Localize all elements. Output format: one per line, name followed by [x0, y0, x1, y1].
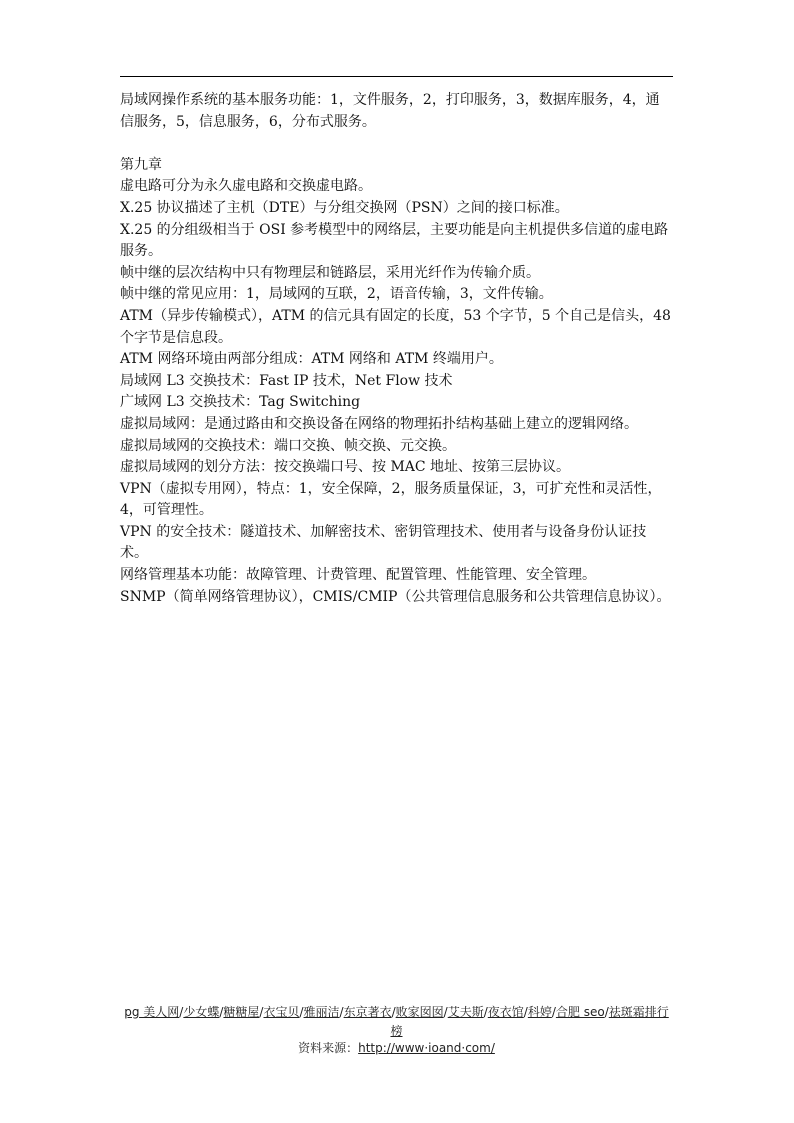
paragraph: 帧中继的层次结构中只有物理层和链路层，采用光纤作为传输介质。 [120, 264, 540, 281]
source-line [120, 1039, 673, 1057]
document-body [120, 90, 673, 608]
paragraph: VPN（虚拟专用网），特点：1，安全保障，2，服务质量保证，3，可扩充性和灵活性，4，可管理性。 [120, 480, 662, 519]
paragraph: 虚拟局域网的划分方法：按交换端口号、按 MAC 地址、按第三层协议。 [120, 459, 571, 476]
paragraph: X.25 的分组级相当于 OSI 参考模型中的网络层，主要功能是向主机提供多信道的虚电路服务。 [120, 221, 669, 260]
link-separator: / [551, 1005, 556, 1019]
paragraph: ATM 网络环境由两部分组成：ATM 网络和 ATM 终端用户。 [120, 351, 503, 368]
paragraph: 局域网操作系统的基本服务功能：1，文件服务，2，打印服务，3，数据库服务，4，通信服务，5，信息服务，6，分布式服务。 [120, 92, 660, 130]
footer-link[interactable]: 夜衣馆 [487, 1005, 524, 1019]
footer-link[interactable]: 衣宝贝 [263, 1005, 300, 1019]
link-separator: / [179, 1005, 184, 1019]
link-separator: / [299, 1005, 304, 1019]
footer-link[interactable]: 少女蝶 [183, 1005, 220, 1019]
paragraph: SNMP（简单网络管理协议），CMIS/CMIP（公共管理信息服务和公共管理信息协议）。 [120, 588, 671, 605]
footer-link[interactable]: pg 美人网 [124, 1005, 180, 1019]
link-separator: / [339, 1005, 344, 1019]
footer-link[interactable]: 祛斑霜排行榜 [390, 1005, 669, 1038]
footer-link[interactable]: 科婷 [527, 1005, 552, 1019]
paragraph: 虚拟局域网：是通过路由和交换设备在网络的物理拓扑结构基础上建立的逻辑网络。 [120, 415, 638, 432]
paragraph: 局域网 L3 交换技术：Fast IP 技术，Net Flow 技术 [120, 372, 453, 389]
header-rule [120, 76, 673, 77]
paragraph: X.25 协议描述了主机（DTE）与分组交换网（PSN）之间的接口标准。 [120, 199, 569, 216]
footer-link[interactable]: 糖糖屋 [223, 1005, 260, 1019]
link-separator: / [523, 1005, 528, 1019]
footer-link[interactable]: 雅丽洁 [303, 1005, 340, 1019]
paragraph: 广域网 L3 交换技术：Tag Switching [120, 394, 361, 411]
link-separator: / [483, 1005, 488, 1019]
source-label: 资料来源： [298, 1041, 359, 1055]
link-separator: / [259, 1005, 264, 1019]
chapter-heading: 第九章 [120, 156, 162, 173]
paragraph: ATM（异步传输模式），ATM 的信元具有固定的长度，53 个字节，5 个自己是信头，48 个字节是信息段。 [120, 307, 671, 346]
link-separator: / [391, 1005, 396, 1019]
paragraph: VPN 的安全技术：隧道技术、加解密技术、密钥管理技术、使用者与设备身份认证技术。 [120, 523, 647, 562]
paragraph-gap [120, 133, 673, 155]
paragraph: 虚拟局域网的交换技术：端口交换、帧交换、元交换。 [120, 437, 456, 454]
footer-link[interactable]: 东京著衣 [343, 1005, 392, 1019]
link-separator: / [443, 1005, 448, 1019]
paragraph: 网络管理基本功能：故障管理、计费管理、配置管理、性能管理、安全管理。 [120, 567, 596, 584]
link-separator: / [219, 1005, 224, 1019]
paragraph: 帧中继的常见应用：1，局域网的互联，2，语音传输，3，文件传输。 [120, 286, 553, 303]
footer-link[interactable]: 合肥 seo [555, 1005, 605, 1019]
paragraph: 虚电路可分为永久虚电路和交换虚电路。 [120, 178, 372, 195]
link-separator: / [604, 1005, 609, 1019]
footer-link[interactable]: 艾夫斯 [447, 1005, 484, 1019]
footer-links [120, 1003, 673, 1041]
footer-link[interactable]: 败家囡囡 [395, 1005, 444, 1019]
source-url-link[interactable]: http://www·ioand·com/ [358, 1041, 495, 1055]
